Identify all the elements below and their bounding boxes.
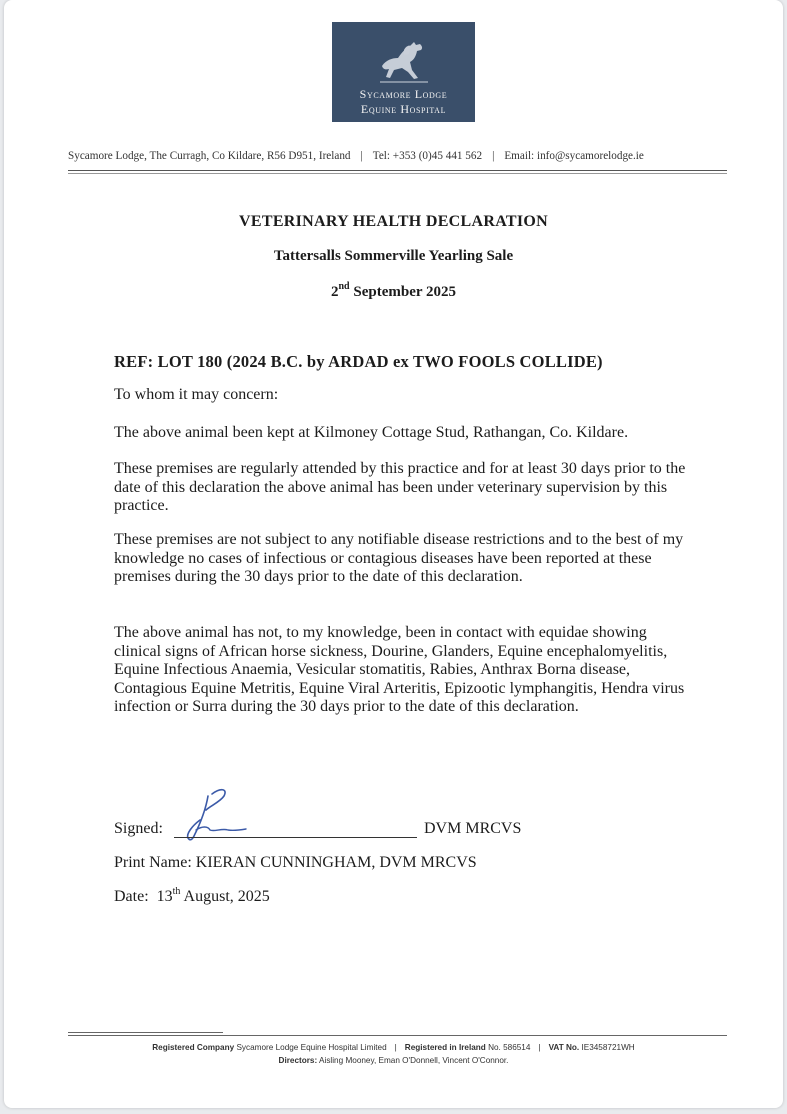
date-label: Date: bbox=[114, 888, 149, 905]
paragraph-disease-contact: The above animal has not, to my knowledge, been in contact with equidae showing clinical signs of African horse sickness, Dourine, Glanders, Equine encephalomyelitis, Equine Infectious Anaemia, Vesicular stomatitis, Rabies, Anthrax Borna disease, Contagious Equine Metritis, Equine Viral Arteritis, Epizootic lymphangitis, Hendra virus infection or Surra during the 30 days prior to the date of this declaration. bbox=[114, 624, 685, 715]
declaration-date bbox=[114, 885, 270, 906]
directors-info bbox=[4, 1056, 783, 1065]
footer-divider-short bbox=[68, 1032, 223, 1033]
lot-reference: REF: LOT 180 (2024 B.C. by ARDAD ex TWO FOOLS COLLIDE) bbox=[114, 352, 603, 371]
signature-qualification: DVM MRCVS bbox=[424, 820, 522, 837]
header-divider-secondary bbox=[68, 173, 727, 174]
sale-date-suffix: nd bbox=[338, 281, 350, 292]
address: Sycamore Lodge, The Curragh, Co Kildare, R56 D951, Ireland bbox=[68, 150, 351, 162]
reg-company-label: Registered Company bbox=[152, 1043, 235, 1052]
sale-date-rest: September 2025 bbox=[349, 284, 456, 300]
racehorse-icon bbox=[376, 36, 432, 86]
sale-name: Tattersalls Sommerville Yearling Sale bbox=[273, 248, 514, 264]
contact-bar: Sycamore Lodge, The Curragh, Co Kildare, R56 D951, Ireland | Tel: +353 (0)45 441 562 | Email: info@sycamorelodge.ie bbox=[68, 150, 644, 162]
signed-label: Signed: bbox=[114, 820, 163, 837]
directors-value: Aisling Mooney, Eman O'Donnell, Vincent O'Connor. bbox=[319, 1056, 509, 1065]
sale-date-day: 2 bbox=[330, 284, 339, 300]
reg-company-value: Sycamore Lodge Equine Hospital Limited bbox=[236, 1043, 387, 1052]
footer-divider bbox=[68, 1035, 727, 1036]
logo-line-2: Equine Hospital bbox=[360, 102, 447, 116]
reg-ireland-value: No. 586514 bbox=[488, 1043, 531, 1052]
date-rest: August, 2025 bbox=[180, 888, 270, 905]
logo-line-1: Sycamore Lodge bbox=[359, 87, 448, 101]
sale-date bbox=[4, 281, 783, 301]
email: Email: info@sycamorelodge.ie bbox=[504, 150, 644, 162]
directors-label: Directors: bbox=[278, 1056, 318, 1065]
telephone: Tel: +353 (0)45 441 562 bbox=[372, 150, 483, 162]
reg-ireland-label: Registered in Ireland bbox=[404, 1043, 486, 1052]
hospital-logo bbox=[332, 22, 475, 122]
header-divider bbox=[68, 170, 727, 171]
date-day: 13 bbox=[156, 888, 173, 905]
vat-label: VAT No. bbox=[548, 1043, 580, 1052]
print-name: Print Name: KIERAN CUNNINGHAM, DVM MRCVS bbox=[114, 854, 477, 871]
document-page bbox=[4, 0, 783, 1108]
salutation: To whom it may concern: bbox=[114, 386, 279, 403]
vat-value: IE3458721WH bbox=[581, 1043, 635, 1052]
paragraph-restrictions: These premises are not subject to any notifiable disease restrictions and to the best of my knowledge no cases of infectious or contagious diseases have been reported at these premises during the 30 days prior to the date of this declaration. bbox=[114, 531, 684, 585]
document-title: VETERINARY HEALTH DECLARATION bbox=[239, 213, 548, 230]
registration-info: Registered Company Sycamore Lodge Equine Hospital Limited | Registered in Ireland No. 586514 | VAT No. IE3458721WH bbox=[152, 1043, 635, 1052]
paragraph-supervision: These premises are regularly attended by this practice and for at least 30 days prior to the date of this declaration the above animal has been under veterinary supervision by this practice. bbox=[114, 460, 686, 514]
date-suffix: th bbox=[172, 885, 181, 897]
signature-line bbox=[174, 837, 417, 838]
paragraph-location: The above animal been kept at Kilmoney Cottage Stud, Rathangan, Co. Kildare. bbox=[114, 424, 629, 441]
